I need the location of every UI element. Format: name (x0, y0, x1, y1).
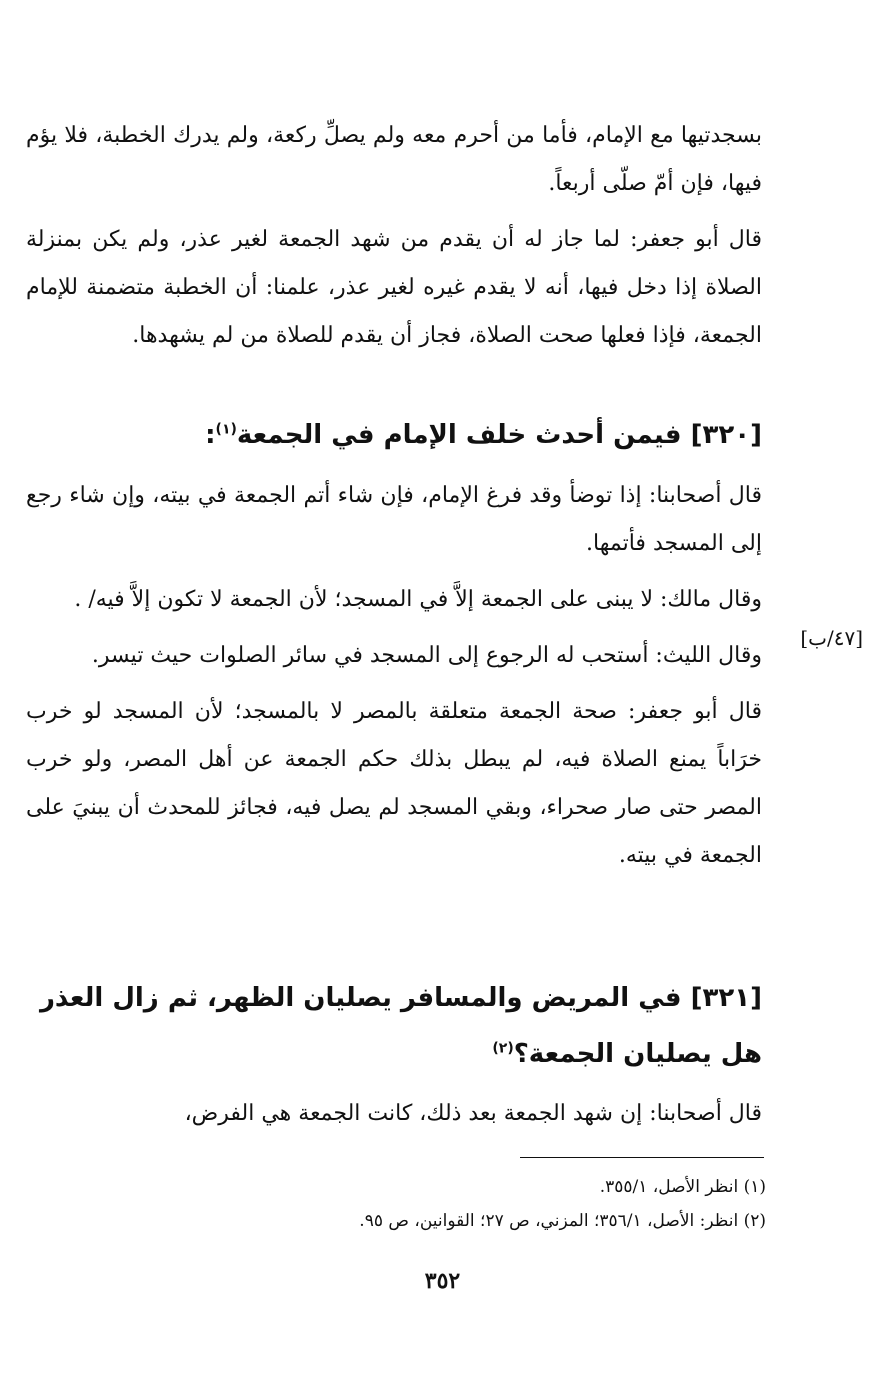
footnote-ref-2: (٢) (492, 1040, 514, 1057)
footnote-1-marker: (١) (743, 1177, 766, 1197)
footnote-1-text: انظر الأصل، ٣٥٥/١. (599, 1177, 739, 1197)
section-320-body (26, 472, 762, 880)
body-text-top (26, 112, 762, 360)
section-320-heading (26, 407, 762, 463)
footnote-separator (520, 1157, 764, 1158)
footnote-2-text: انظر: الأصل، ٣٥٦/١؛ المزني، ص ٢٧؛ القوانين، ص ٩٥. (359, 1211, 739, 1231)
paragraph-laith: وقال الليث: أستحب له الرجوع إلى المسجد في سائر الصلوات حيث تيسر. (91, 643, 762, 668)
paragraph-continuation: بسجدتيها مع الإمام، فأما من أحرم معه ولم يصلِّ ركعة، ولم يدرك الخطبة، فلا يؤم فيها، فإن أمّ صلّى أربعاً. (26, 123, 762, 196)
section-321-heading (26, 970, 762, 1082)
section-321-number: [٣٢١] (690, 983, 762, 1013)
page-number: ٣٥٢ (424, 1268, 461, 1294)
section-321-body (26, 1090, 762, 1138)
paragraph-abu-jafar-2: قال أبو جعفر: صحة الجمعة متعلقة بالمصر لا بالمسجد؛ لأن المسجد لو خرب خرَاباً يمنع الصلاة فيه، لم يبطل بذلك حكم الجمعة عن أهل المصر، ولو خرب المصر حتى صار صحراء، وبقي المسجد لم يصل فيه، فجائز للمحدث أن يبنيَ على الجمعة في بيته. (26, 699, 762, 868)
footnote-2-marker: (٢) (743, 1211, 766, 1231)
footnotes (26, 1170, 766, 1238)
section-320-number: [٣٢٠] (690, 420, 762, 450)
section-321-title: في المريض والمسافر يصليان الظهر، ثم زال العذر هل يصليان الجمعة؟ (39, 983, 762, 1069)
footnote-ref-1: (١) (215, 421, 237, 438)
margin-folio-note: [٤٧/ب] (800, 626, 863, 650)
footnote-1 (26, 1170, 766, 1204)
paragraph-malik: وقال مالك: لا يبنى على الجمعة إلاَّ في المسجد؛ لأن الجمعة لا تكون إلاَّ فيه/ . (74, 587, 762, 612)
paragraph-abu-jafar-1: قال أبو جعفر: لما جاز له أن يقدم من شهد الجمعة لغير عذر، ولم يكن بمنزلة الصلاة إذا دخل فيها، أنه لا يقدم غيره لغير عذر، علمنا: أن الخطبة متضمنة للإمام الجمعة، فإذا فعلها صحت الصلاة، فجاز أن يقدم للصلاة من لم يشهدها. (26, 227, 762, 348)
paragraph-ashabuna-320: قال أصحابنا: إذا توضأ وقد فرغ الإمام، فإن شاء أتم الجمعة في بيته، وإن شاء رجع إلى المسجد فأتمها. (26, 483, 762, 556)
section-320-colon: : (205, 420, 216, 450)
paragraph-ashabuna-321: قال أصحابنا: إن شهد الجمعة بعد ذلك، كانت الجمعة هي الفرض، (184, 1101, 762, 1126)
section-320-title: فيمن أحدث خلف الإمام في الجمعة (236, 420, 682, 450)
footnote-2 (26, 1204, 766, 1238)
